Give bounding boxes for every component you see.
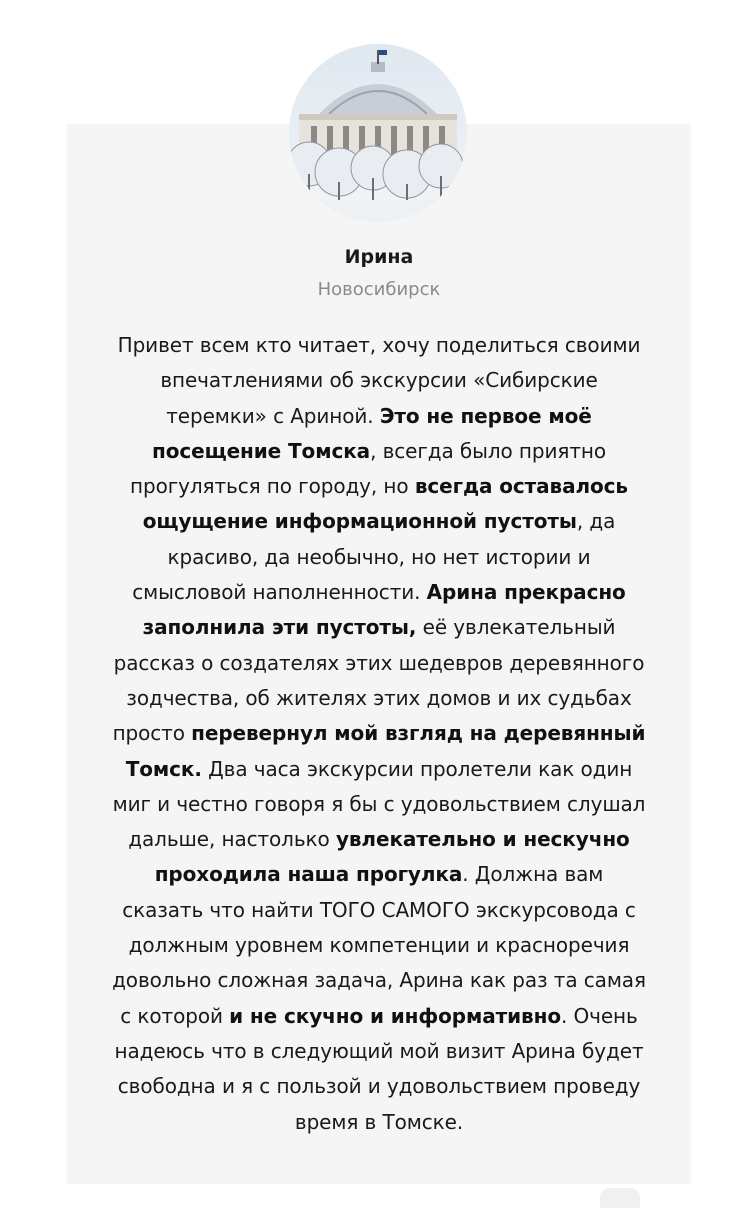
review-segment: . Должна вам сказать что найти ТОГО САМОГО экскурсовода с должным уровнем компетенции и красноречия довольно сложная задача, Арина как раз та самая с которой	[112, 862, 646, 1028]
review-text	[112, 328, 646, 1140]
review-segment: её увлекательный рассказ о создателях этих шедевров деревянного зодчества, об жителях этих домов и их судьбах просто	[112, 615, 645, 746]
building-winter-photo-icon	[289, 44, 467, 222]
review-segment-bold: увлекательно и нескучно проходила наша прогулка	[154, 827, 630, 887]
review-segment: , да красиво, да необычно, но нет истории и смысловой наполненности.	[132, 509, 616, 605]
review-segment: Два часа экскурсии пролетели как один миг и честно говоря я бы с удовольствием слушал дальше, настолько	[112, 756, 646, 852]
review-segment: Привет всем кто читает, хочу поделиться своими впечатлениями об экскурсии «Сибирские теремки» с Ариной.	[117, 333, 641, 428]
review-segment: , всегда было приятно прогуляться по городу, но	[130, 438, 606, 499]
reviewer-city: Новосибирск	[317, 279, 441, 300]
next-card-edge	[600, 1188, 640, 1208]
review-segment-bold: Арина прекрасно заполнила эти пустоты,	[142, 580, 626, 640]
avatar	[289, 44, 467, 222]
review-segment-bold: перевернул мой взгляд на деревянный Томск.	[125, 721, 646, 781]
review-segment-bold: Это не первое моё посещение Томска	[152, 403, 592, 463]
reviewer-name: Ирина	[344, 246, 414, 268]
review-segment: . Очень надеюсь что в следующий мой визит Арина будет свободна и я с пользой и удовольствием проведу время в Томске.	[114, 1003, 644, 1134]
review-segment-bold: всегда оставалось ощущение информационной пустоты	[142, 474, 628, 534]
review-segment-bold: и не скучно и информативно	[229, 1003, 561, 1028]
